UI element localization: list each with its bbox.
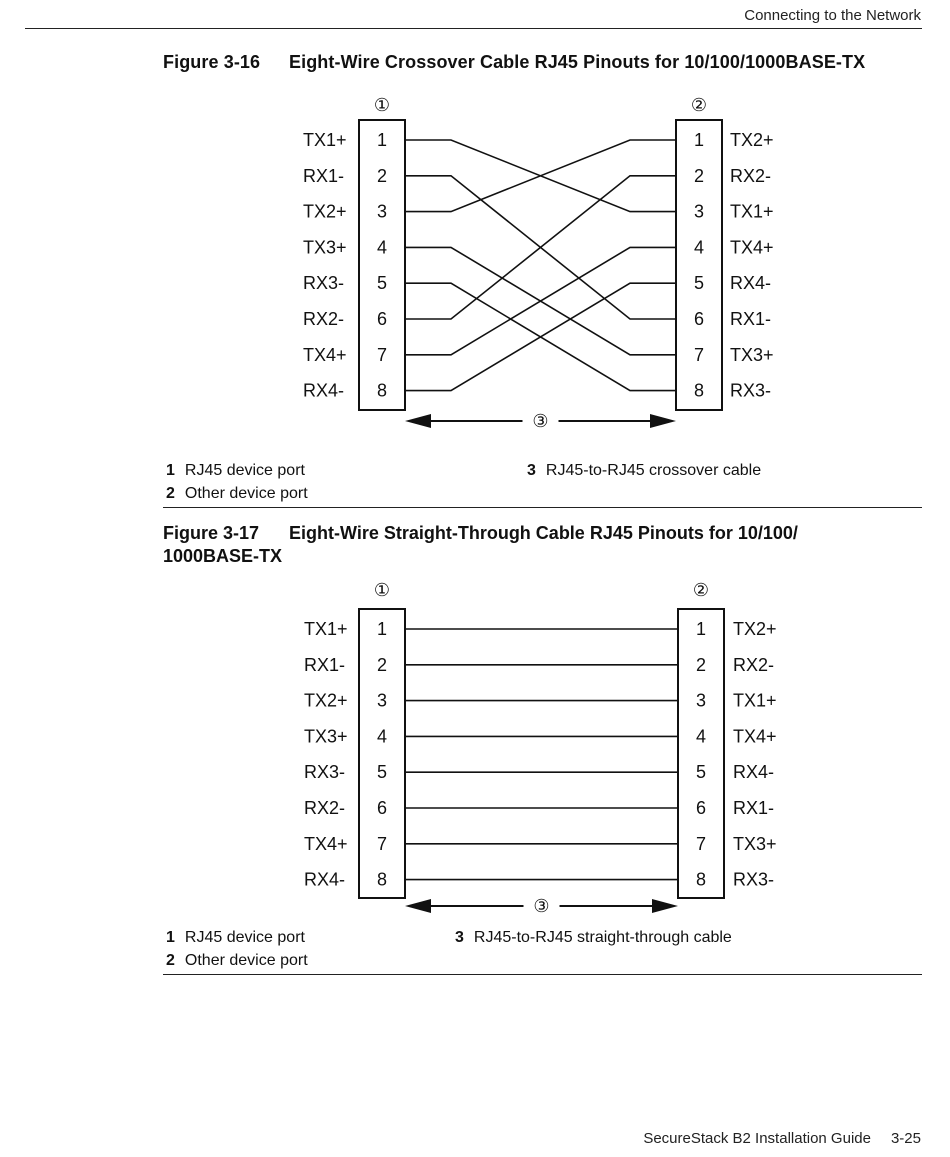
right-pin-number: 5 [693,273,705,294]
left-pin-number: 2 [376,165,388,186]
figure-2-title-line-1: Eight-Wire Straight-Through Cable RJ45 Pinouts for 10/100/ [289,523,798,543]
legend-number: 1 [166,462,175,479]
callout-cable: ③ [532,411,549,430]
right-signal-label: RX1- [730,309,772,329]
figure-2-legend-item-1 [166,929,305,947]
header-rule [25,28,922,29]
footer-page-number: 3-25 [890,1130,921,1147]
right-pin-number: 1 [695,619,707,639]
right-pin-number: 6 [693,309,705,329]
legend-number: 3 [455,929,464,946]
left-signal-label: RX1- [303,165,345,186]
left-pin-number: 3 [376,201,388,222]
figure-1-legend-item-2 [166,485,308,503]
left-signal-label: TX2+ [304,690,348,711]
legend-text: RJ45 device port [184,929,305,946]
right-pin-number: 5 [695,762,707,783]
right-pin-number: 7 [693,344,705,365]
crossover-diagram [0,90,950,430]
right-pin-number: 7 [695,833,707,854]
left-pin-number: 6 [376,309,388,329]
left-pin-number: 2 [376,654,388,675]
wire-7-to-4 [405,247,676,354]
figure-2-legend-item-2 [166,952,308,970]
left-signal-label: RX3- [304,762,346,783]
legend-text: RJ45-to-RJ45 crossover cable [545,462,762,479]
legend-text: Other device port [184,485,308,502]
right-signal-label: TX4+ [733,726,777,747]
figure-1-number: Figure 3-16 [163,52,261,72]
right-signal-label: RX4- [733,762,775,783]
figure-2-rule [163,974,922,975]
left-signal-label: RX4- [304,869,346,890]
figure-1-rule [163,507,922,508]
legend-number: 1 [166,929,175,946]
left-pin-number: 4 [376,726,388,747]
right-pin-number: 1 [693,130,705,150]
figure-2-title-line-2: 1000BASE-TX [163,546,283,566]
left-pin-number: 1 [376,130,388,150]
legend-number: 2 [166,485,175,502]
right-pin-number: 6 [695,798,707,818]
left-pin-number: 1 [376,619,388,639]
right-signal-label: TX2+ [733,619,777,639]
figure-2-caption [163,522,863,568]
right-signal-label: RX3- [730,380,772,401]
left-pin-number: 7 [376,833,388,854]
left-pin-number: 5 [376,762,388,783]
callout-right-port: ② [690,95,708,115]
legend-number: 2 [166,952,175,969]
left-signal-label: TX1+ [304,619,348,639]
legend-number: 3 [527,462,536,479]
right-pin-number: 2 [695,654,707,675]
running-header: Connecting to the Network [744,7,921,24]
left-connector-box [359,609,405,898]
left-signal-label: TX3+ [303,237,347,258]
left-signal-label: RX1- [304,654,346,675]
figure-2-legend-item-3 [455,929,732,947]
right-pin-number: 2 [693,165,705,186]
right-signal-label: TX2+ [730,130,774,150]
callout-cable: ③ [533,896,550,916]
cable-arrowhead-right [652,899,678,913]
wire-8-to-5 [405,283,676,390]
left-signal-label: TX3+ [304,726,348,747]
right-signal-label: TX1+ [733,690,777,711]
left-signal-label: RX4- [303,380,345,401]
left-pin-number: 8 [376,869,388,890]
footer-guide-title: SecureStack B2 Installation Guide [643,1130,871,1147]
cable-arrowhead-left [405,899,431,913]
right-signal-label: TX4+ [730,237,774,258]
left-pin-number: 3 [376,690,388,711]
callout-left-port: ① [373,580,391,600]
legend-text: Other device port [184,952,308,969]
left-pin-number: 8 [376,380,388,401]
right-pin-number: 8 [693,380,705,401]
left-signal-label: RX2- [304,798,346,818]
left-pin-number: 7 [376,344,388,365]
left-pin-number: 5 [376,273,388,294]
right-signal-label: TX3+ [730,344,774,365]
left-signal-label: TX1+ [303,130,347,150]
page-footer [623,1130,921,1147]
right-pin-number: 4 [695,726,707,747]
left-signal-label: RX3- [303,273,345,294]
left-connector-box [359,120,405,410]
right-pin-number: 8 [695,869,707,890]
right-signal-label: RX2- [733,654,775,675]
figure-2-number: Figure 3-17 [163,523,260,543]
right-signal-label: TX1+ [730,201,774,222]
right-signal-label: RX1- [733,798,775,818]
right-connector-box [678,609,724,898]
right-connector-box [676,120,722,410]
left-pin-number: 4 [376,237,388,258]
legend-text: RJ45 device port [184,462,305,479]
left-signal-label: TX4+ [304,833,348,854]
right-pin-number: 4 [693,237,705,258]
left-pin-number: 6 [376,798,388,818]
right-signal-label: RX3- [733,869,775,890]
callout-right-port: ② [692,580,710,600]
figure-1-caption [163,52,865,73]
figure-1-title: Eight-Wire Crossover Cable RJ45 Pinouts for 10/100/1000BASE-TX [289,52,866,72]
right-pin-number: 3 [693,201,705,222]
left-signal-label: TX4+ [303,344,347,365]
cable-arrowhead-right [650,414,676,428]
right-signal-label: RX2- [730,165,772,186]
left-signal-label: TX2+ [303,201,347,222]
legend-text: RJ45-to-RJ45 straight-through cable [473,929,732,946]
right-signal-label: TX3+ [733,833,777,854]
right-pin-number: 3 [695,690,707,711]
figure-1-legend-item-3 [527,462,761,480]
right-signal-label: RX4- [730,273,772,294]
callout-left-port: ① [373,95,391,115]
cable-arrowhead-left [405,414,431,428]
left-signal-label: RX2- [303,309,345,329]
figure-1-legend-item-1 [166,462,305,480]
straight-through-diagram [0,575,950,920]
